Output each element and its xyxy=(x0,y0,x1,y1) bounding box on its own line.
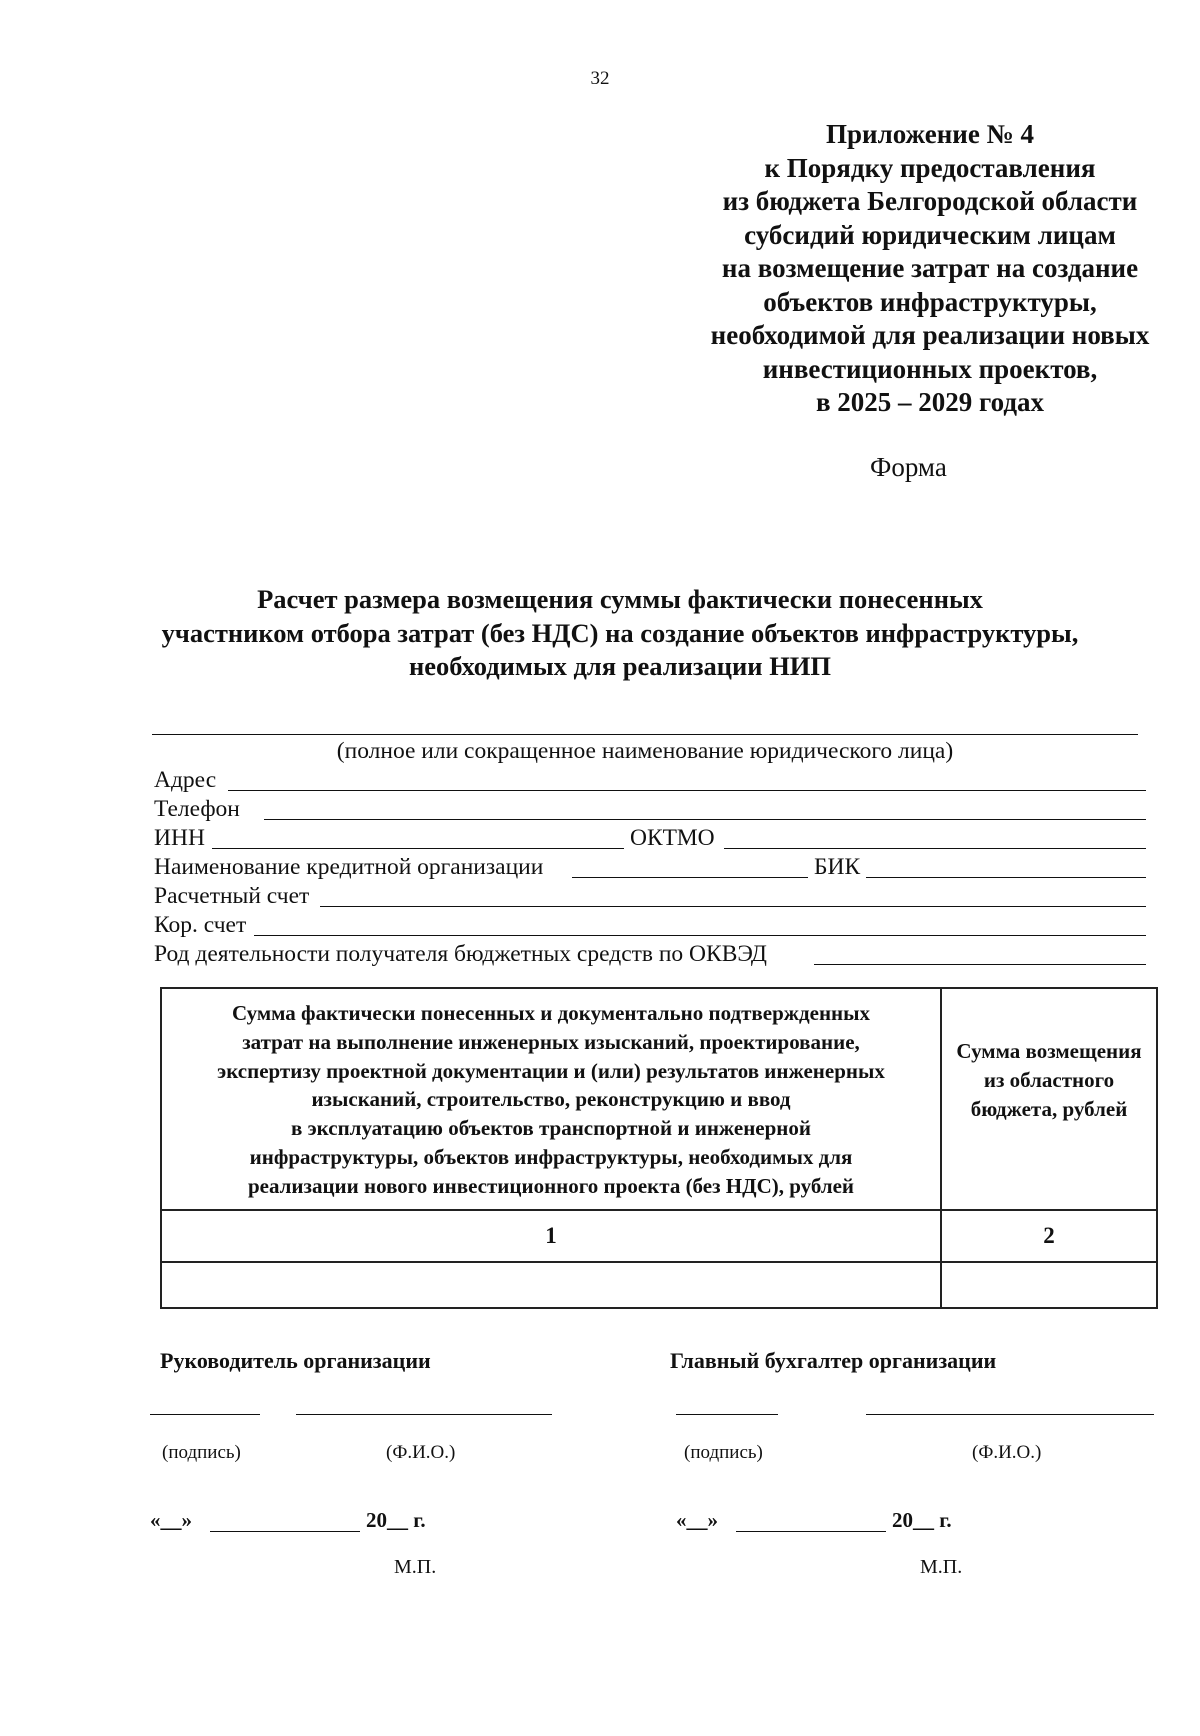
bank-name-field[interactable] xyxy=(572,877,808,878)
title-line: Расчет размера возмещения суммы фактически понесенных xyxy=(257,584,983,614)
title-line: необходимых для реализации НИП xyxy=(408,651,832,681)
title-line: участником отбора затрат (без НДС) на создание объектов инфраструктуры, xyxy=(161,617,1079,648)
inn-label: ИНН xyxy=(154,825,205,851)
col1-header-line: реализации нового инвестиционного проекта (без НДС), рублей xyxy=(247,1173,855,1198)
document-title xyxy=(120,583,1120,684)
appendix-line: в 2025 – 2029 годах xyxy=(815,387,1045,417)
phone-label: Телефон xyxy=(154,796,240,822)
corr-account-field[interactable] xyxy=(254,935,1146,936)
appendix-line: Приложение № 4 xyxy=(826,119,1034,149)
accountant-date-month-field[interactable] xyxy=(736,1531,886,1532)
appendix-line: на возмещение затрат на создание xyxy=(721,253,1139,283)
org-name-field[interactable] xyxy=(152,734,1138,735)
head-date-month-field[interactable] xyxy=(210,1531,360,1532)
col1-header-line: затрат на выполнение инженерных изысканий, проектирование, xyxy=(242,1029,860,1054)
org-name-hint: (полное или сокращенное наименование юридического лица) xyxy=(336,738,954,764)
accountant-date-year: 20__ г. xyxy=(892,1508,952,1532)
phone-row xyxy=(154,795,1146,823)
head-signature-caption: (подпись) xyxy=(162,1442,241,1463)
head-stamp-label: М.П. xyxy=(394,1556,437,1578)
appendix-line: из бюджета Белгородской области xyxy=(722,186,1138,216)
accountant-signature-caption: (подпись) xyxy=(684,1442,763,1463)
bik-field[interactable] xyxy=(866,877,1146,878)
col1-header xyxy=(161,988,941,1210)
address-row xyxy=(154,766,1146,794)
col1-header-line: в эксплуатацию объектов транспортной и инженерной xyxy=(291,1116,811,1141)
appendix-line: объектов инфраструктуры, xyxy=(763,286,1097,317)
appendix-line: инвестиционных проектов, xyxy=(762,353,1098,384)
inn-oktmo-row xyxy=(154,824,1146,852)
page-number: 32 xyxy=(590,68,610,89)
inn-field[interactable] xyxy=(212,848,624,849)
head-signature-field[interactable] xyxy=(150,1414,260,1415)
okved-label: Род деятельности получателя бюджетных средств по ОКВЭД xyxy=(154,941,767,967)
appendix-line: к Порядку предоставления xyxy=(764,152,1096,183)
col2-header xyxy=(941,988,1157,1210)
address-field[interactable] xyxy=(228,790,1146,791)
account-label: Расчетный счет xyxy=(154,883,310,909)
head-name-caption: (Ф.И.О.) xyxy=(386,1442,456,1463)
corr-account-row xyxy=(154,911,1146,939)
form-label: Форма xyxy=(870,452,947,482)
col2-header-line: бюджета, рублей xyxy=(970,1096,1128,1121)
appendix-line: субсидий юридическим лицам xyxy=(744,219,1116,250)
table-data-row xyxy=(161,1262,1157,1308)
accountant-signature-field[interactable] xyxy=(676,1414,778,1415)
bik-label: БИК xyxy=(814,854,861,880)
appendix-header xyxy=(660,118,1200,420)
col2-header-line: Сумма возмещения xyxy=(956,1039,1142,1063)
col1-header-line: Сумма фактически понесенных и документально подтвержденных xyxy=(231,1001,871,1025)
address-label: Адрес xyxy=(154,767,217,793)
okved-field[interactable] xyxy=(814,964,1146,965)
appendix-line: необходимой для реализации новых xyxy=(710,320,1150,350)
head-name-field[interactable] xyxy=(296,1414,552,1415)
account-field[interactable] xyxy=(320,906,1146,907)
accountant-signature-title: Главный бухгалтер организации xyxy=(670,1348,997,1373)
account-row xyxy=(154,882,1146,910)
bank-name-label: Наименование кредитной организации xyxy=(154,854,544,880)
head-date-quote: «__» xyxy=(150,1508,192,1532)
col1-header-line: экспертизу проектной документации и (или) результатов инженерных xyxy=(217,1058,885,1083)
head-date-year: 20__ г. xyxy=(366,1508,426,1532)
accountant-stamp-label: М.П. xyxy=(920,1556,963,1578)
bank-bik-row xyxy=(154,853,1146,881)
phone-field[interactable] xyxy=(264,819,1146,820)
table-number-row xyxy=(161,1210,1157,1262)
head-signature-title: Руководитель организации xyxy=(160,1348,431,1373)
col2-value-cell[interactable] xyxy=(941,1262,1157,1308)
costs-table xyxy=(160,987,1158,1309)
col1-value-cell[interactable] xyxy=(161,1262,941,1308)
table-header-row xyxy=(161,988,1157,1210)
accountant-name-field[interactable] xyxy=(866,1414,1154,1415)
col2-number: 2 xyxy=(941,1210,1157,1262)
accountant-date-quote: «__» xyxy=(676,1508,718,1532)
oktmo-label: ОКТМО xyxy=(630,825,715,851)
oktmo-field[interactable] xyxy=(724,848,1146,849)
col1-number: 1 xyxy=(161,1210,941,1262)
okved-row xyxy=(154,940,1146,968)
accountant-name-caption: (Ф.И.О.) xyxy=(972,1442,1042,1463)
col1-header-line: инфраструктуры, объектов инфраструктуры, необходимых для xyxy=(249,1144,853,1169)
col2-header-line: из областного xyxy=(983,1067,1115,1092)
col1-header-line: изысканий, строительство, реконструкцию и ввод xyxy=(311,1087,791,1112)
corr-account-label: Кор. счет xyxy=(154,912,247,938)
